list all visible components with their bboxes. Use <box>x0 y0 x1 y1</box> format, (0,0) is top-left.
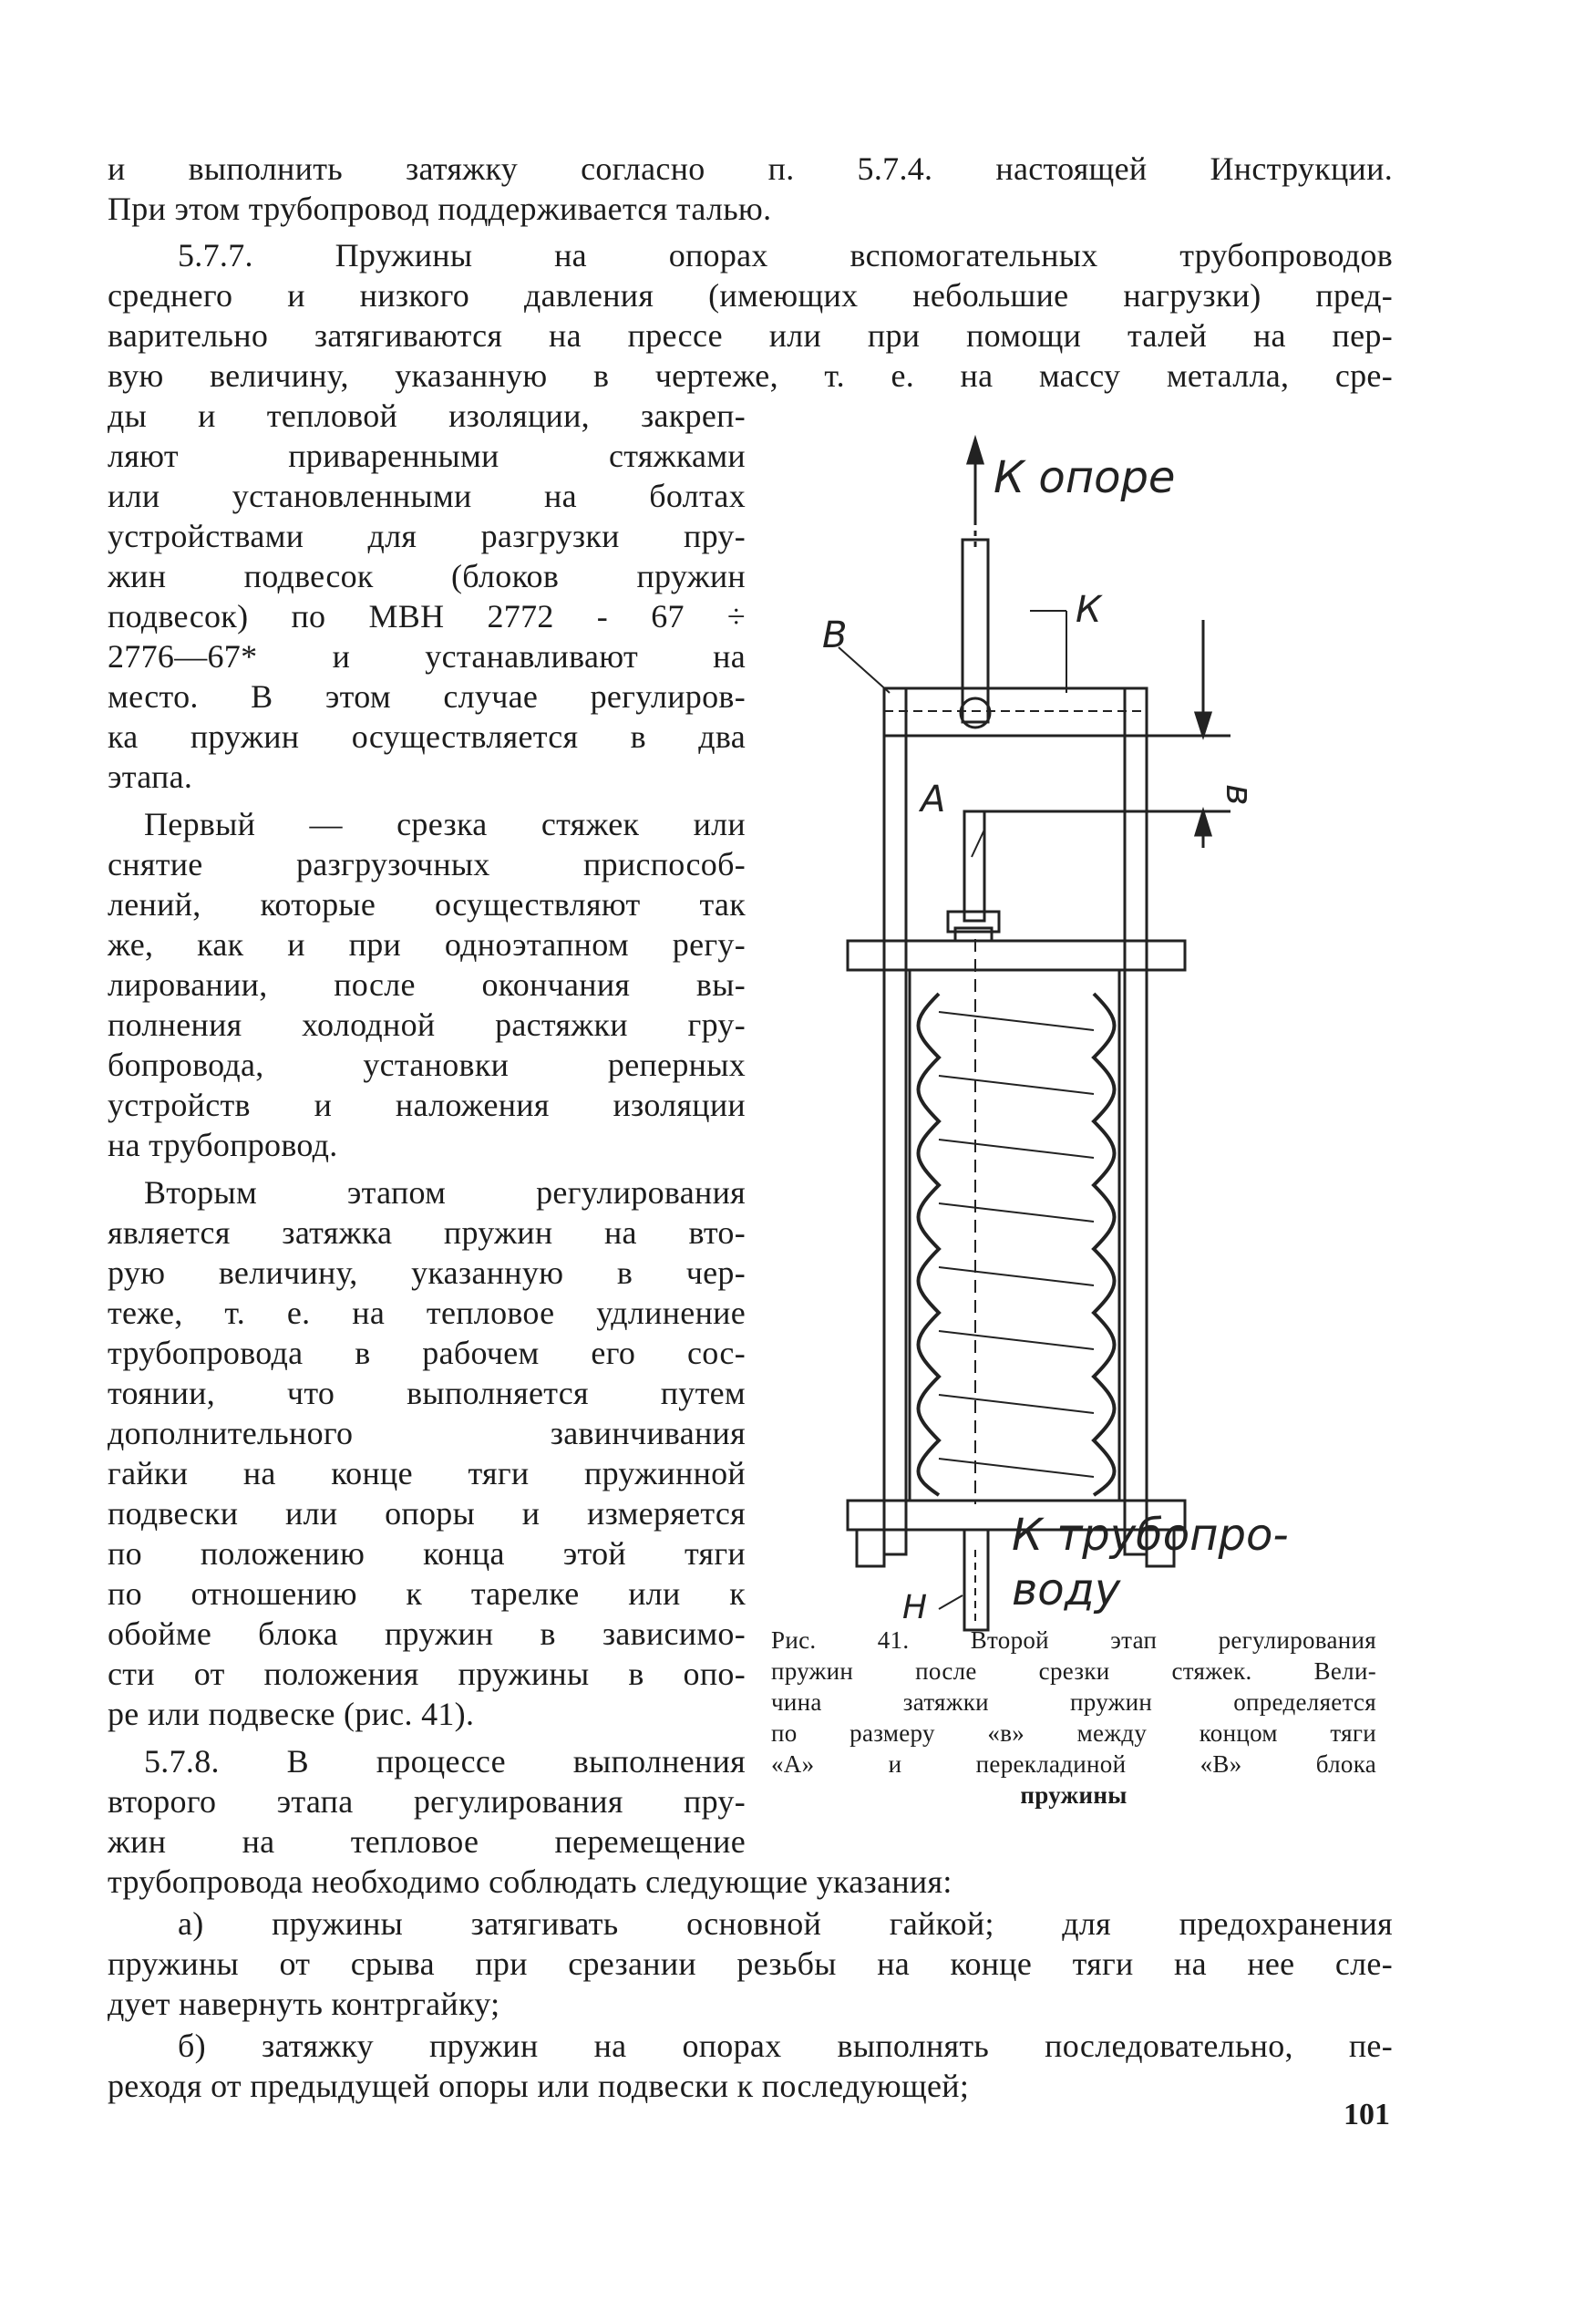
text-line: устройств и наложения изоляции <box>108 1087 746 1123</box>
text-line: Первый — срезка стяжек или <box>144 806 746 842</box>
text-line: рую величину, указанную в чер- <box>108 1254 746 1291</box>
text-line: б) затяжку пружин на опорах выполнять последовательно, пе- <box>178 2028 1393 2064</box>
figure-caption-line: Рис. 41. Второй этап регулирования <box>771 1626 1376 1654</box>
text-line: полнения холодной растяжки гру- <box>108 1006 746 1043</box>
text-line: трубопровода в рабочем его сос- <box>108 1335 746 1371</box>
page-number: 101 <box>1344 2098 1390 2131</box>
text-line: и выполнить затяжку согласно п. 5.7.4. настоящей Инструкции. <box>108 150 1393 187</box>
lock-nut <box>955 928 992 941</box>
text-line: ре или подвеске (рис. 41). <box>108 1696 475 1732</box>
text-line: является затяжка пружин на вто- <box>108 1214 746 1251</box>
frame-bar-right <box>1125 688 1147 1554</box>
text-line: же, как и при одноэтапном регу- <box>108 926 746 963</box>
spring-coil-left <box>919 994 940 1495</box>
spring-block-figure <box>802 428 1313 1632</box>
text-line: тоянии, что выполняется путем <box>108 1375 746 1411</box>
text-line: вую величину, указанную в чертеже, т. е. на массу металла, сре- <box>108 357 1393 394</box>
text-line: ка пружин осуществляется в два <box>108 718 746 755</box>
text-line: этапа. <box>108 758 193 795</box>
text-line: ляют приваренными стяжками <box>108 438 746 474</box>
text-line: варительно затягиваются на прессе или при помощи талей на пер- <box>108 317 1393 354</box>
text-line: реходя от предыдущей опоры или подвески к последующей; <box>108 2068 970 2104</box>
spring-housing <box>910 970 1119 1501</box>
frame-bar-left <box>884 688 906 1554</box>
text-line: Вторым этапом регулирования <box>144 1174 746 1211</box>
text-line: сти от положения пружины в опо- <box>108 1656 746 1692</box>
text-line: среднего и низкого давления (имеющих небольшие нагрузки) пред- <box>108 277 1393 314</box>
text-line: второго этапа регулирования пру- <box>108 1783 746 1820</box>
figure-caption-line: пружин после срезки стяжек. Вели- <box>771 1657 1376 1685</box>
figure-caption-line: по размеру «в» между концом тяги <box>771 1719 1376 1747</box>
text-line: дует навернуть контргайку; <box>108 1986 500 2022</box>
text-line: устройствами для разгрузки пру- <box>108 518 746 554</box>
text-line: на трубопровод. <box>108 1127 338 1163</box>
text-line: лений, которые осуществляют так <box>108 886 746 923</box>
text-line: теже, т. е. на тепловое удлинение <box>108 1295 746 1331</box>
text-line: лировании, после окончания вы- <box>108 966 746 1003</box>
text-line: или установленными на болтах <box>108 478 746 514</box>
text-line: жин подвесок (блоков пружин <box>108 558 746 594</box>
text-line: При этом трубопровод поддерживается талью. <box>108 191 772 227</box>
spring-turns <box>939 1012 1094 1477</box>
text-line: место. В этом случае регулиров- <box>108 678 746 715</box>
label-dimension-b: в <box>1218 784 1260 806</box>
spring-coil-right <box>1094 994 1115 1495</box>
text-line: жин на тепловое перемещение <box>108 1823 746 1860</box>
text-line: подвесок) по МВН 2772 - 67 ÷ <box>108 598 746 635</box>
upper-rod <box>963 540 988 722</box>
text-line: ды и тепловой изоляции, закреп- <box>108 397 746 434</box>
text-line: 5.7.7. Пружины на опорах вспомогательных трубопроводов <box>178 237 1393 273</box>
text-line: подвески или опоры и измеряется <box>108 1495 746 1532</box>
figure-caption-line: чина затяжки пружин определяется <box>771 1688 1376 1716</box>
label-to-support: К опоре <box>994 452 1176 503</box>
text-line: 2776—67* и устанавливают на <box>108 638 746 675</box>
support-arrow-head <box>968 439 983 463</box>
bolt-left <box>857 1530 884 1566</box>
text-line: гайки на конце тяги пружинной <box>108 1455 746 1491</box>
label-crossbar-b: В <box>822 614 848 656</box>
label-k: К <box>1076 589 1102 631</box>
label-h: Н <box>902 1589 928 1626</box>
text-line: по отношению к тарелке или к <box>108 1575 746 1612</box>
text-line: по положению конца этой тяги <box>108 1535 746 1572</box>
text-line: 5.7.8. В процессе выполнения <box>144 1743 746 1780</box>
figure-caption-line: пружины <box>1020 1781 1127 1809</box>
text-line: снятие разгрузочных приспособ- <box>108 846 746 882</box>
text-line: а) пружины затягивать основной гайкой; для предохранения <box>178 1905 1393 1942</box>
text-line: пружины от срыва при срезании резьбы на конце тяги на нее сле- <box>108 1945 1393 1982</box>
label-to-pipe-1: К трубопро- <box>1012 1510 1289 1561</box>
text-line: обойме блока пружин в зависимо- <box>108 1615 746 1652</box>
text-line: трубопровода необходимо соблюдать следующие указания: <box>108 1863 952 1900</box>
text-line: дополнительного завинчивания <box>108 1415 746 1451</box>
label-to-pipe-2: воду <box>1012 1564 1121 1615</box>
inner-rod-end <box>964 811 984 921</box>
text-line: бопровода, установки реперных <box>108 1047 746 1083</box>
label-rod-a: А <box>921 779 946 820</box>
figure-caption-line: «А» и перекладиной «В» блока <box>771 1750 1376 1778</box>
spring-block-diagram <box>802 428 1313 1632</box>
upper-spring-plate <box>848 941 1185 970</box>
